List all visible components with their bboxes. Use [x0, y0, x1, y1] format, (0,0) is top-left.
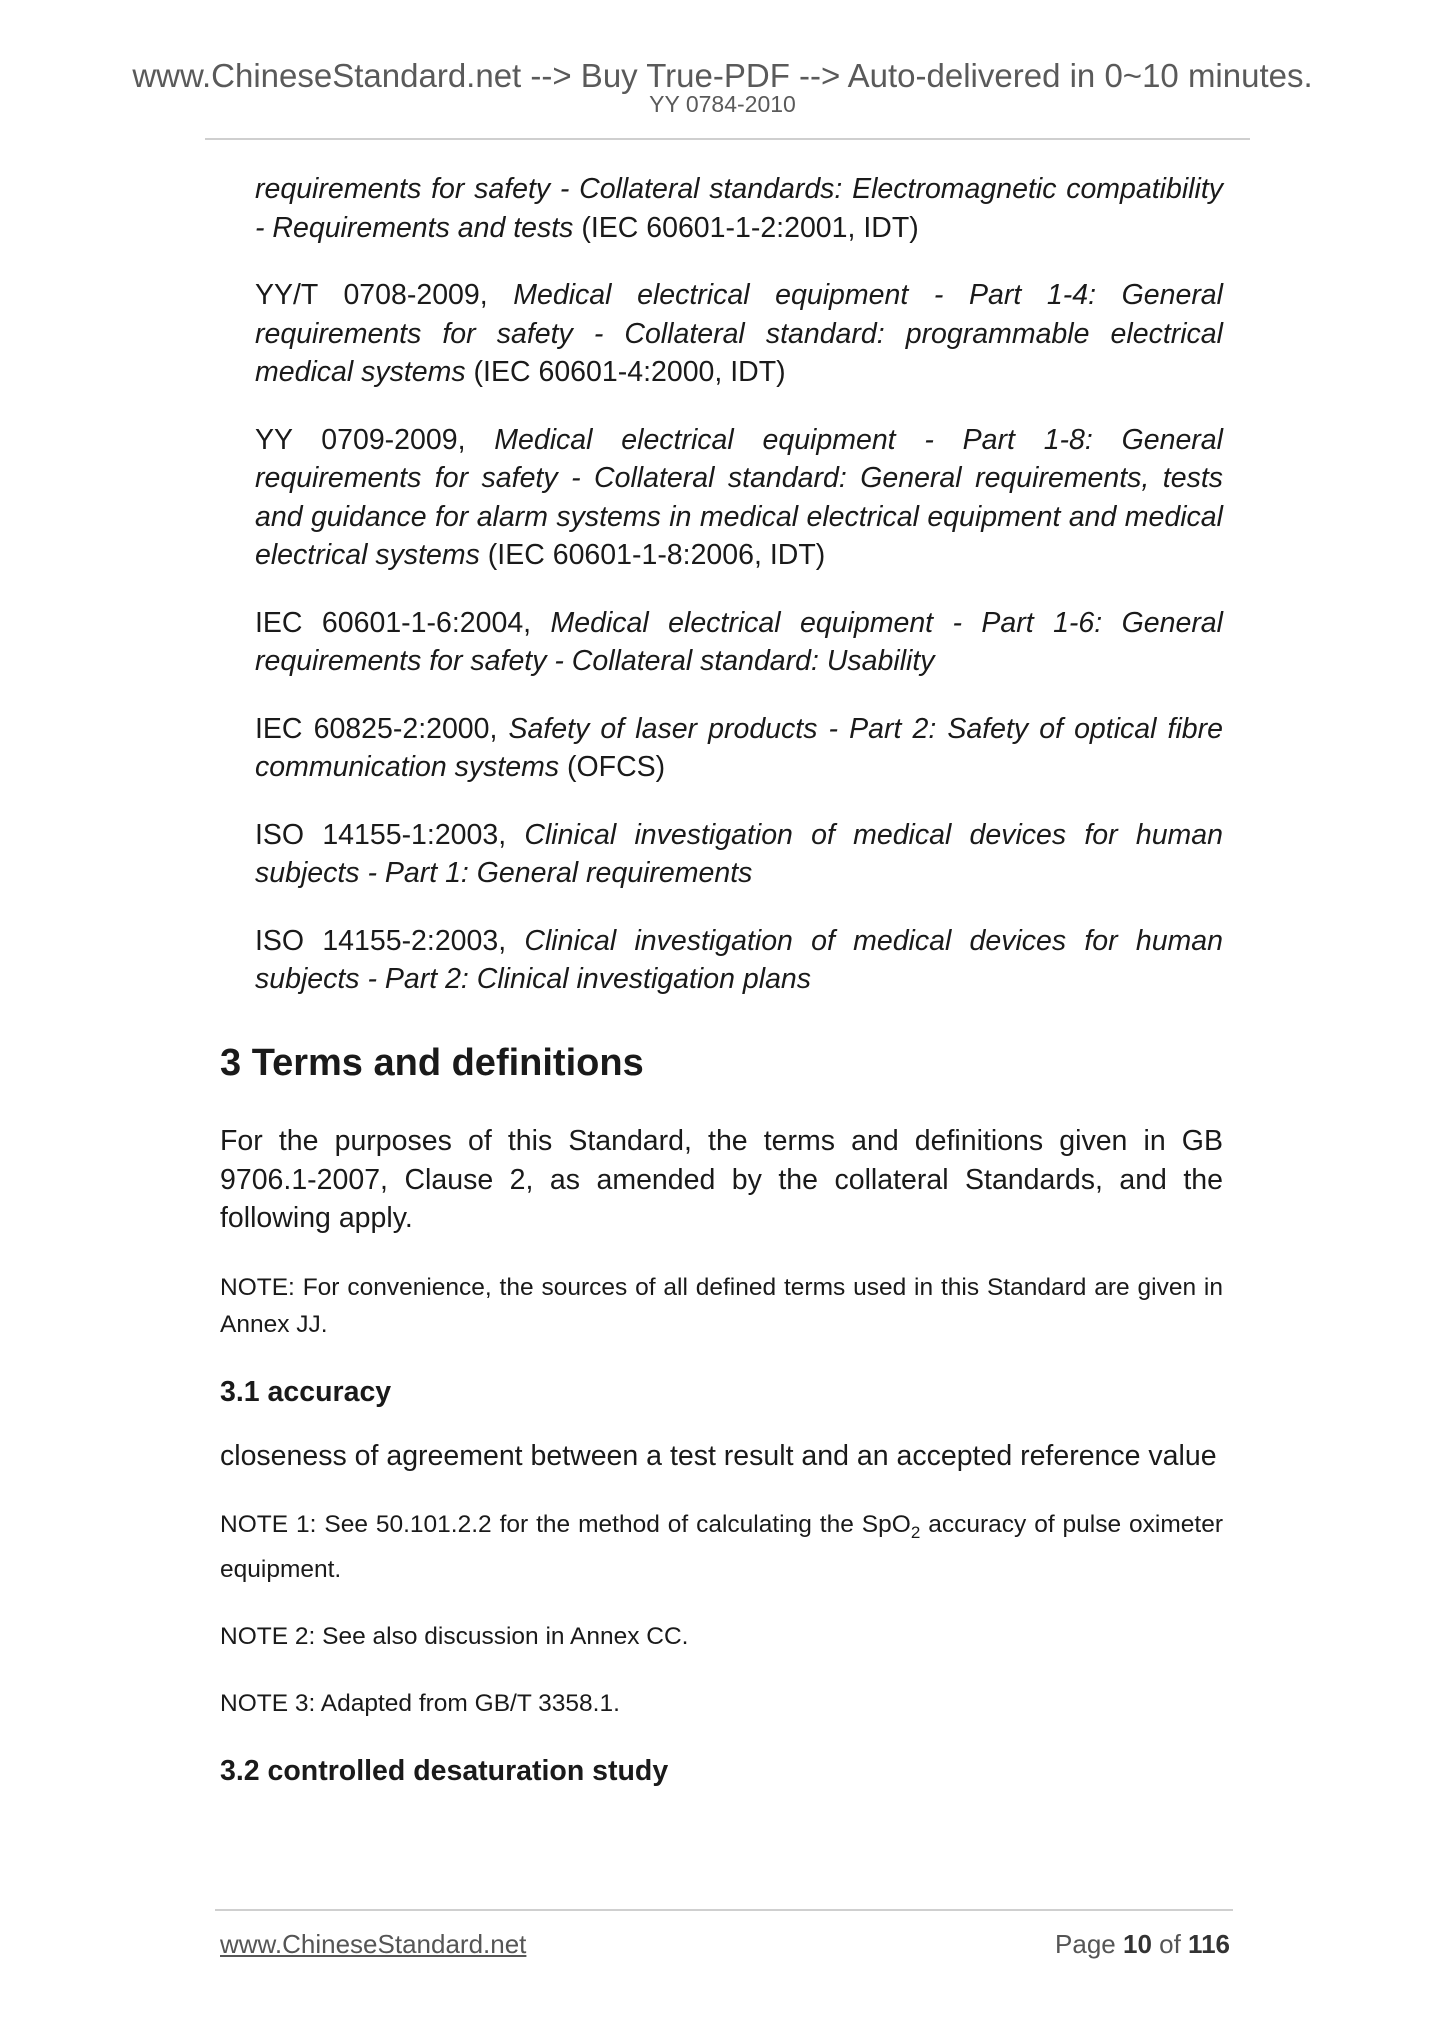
reference-item: YY/T 0708-2009, Medical electrical equipment - Part 1-4: General requirements for safety - Collateral standard: programmable electrical medical systems (IEC 60601-4:2000, IDT) — [255, 279, 1223, 388]
section-intro: For the purposes of this Standard, the terms and definitions given in GB 9706.1-2007, Clause 2, as amended by the collateral Standards, and the following apply. — [220, 1125, 1223, 1234]
reference-item: ISO 14155-1:2003, Clinical investigation of medical devices for human subjects - Part 1: General requirements — [255, 818, 1224, 889]
reference-item: requirements for safety - Collateral standards: Electromagnetic compatibility - Requirements and tests (IEC 60601-1-2:2001, IDT) — [255, 173, 1223, 244]
term-heading-accuracy: 3.1 accuracy — [220, 1375, 392, 1408]
reference-item: IEC 60825-2:2000, Safety of laser products - Part 2: Safety of optical fibre communication systems (OFCS) — [255, 712, 1223, 783]
section-heading: 3 Terms and definitions — [220, 1042, 644, 1084]
reference-item: ISO 14155-2:2003, Clinical investigation of medical devices for human subjects - Part 2: Clinical investigation plans — [255, 924, 1224, 995]
header-divider — [205, 138, 1250, 140]
reference-item: IEC 60601-1-6:2004, Medical electrical equipment - Part 1-6: General requirements for safety - Collateral standard: Usability — [255, 606, 1223, 677]
footer-divider — [215, 1909, 1233, 1911]
normative-references-list — [255, 170, 1223, 1028]
terms-section — [220, 1038, 1223, 1816]
term-definition-accuracy: closeness of agreement between a test result and an accepted reference value — [220, 1439, 1217, 1472]
standard-code: YY 0784-2010 — [649, 91, 796, 117]
header-banner[interactable]: www.ChineseStandard.net --> Buy True-PDF --> Auto-delivered in 0~10 minutes. — [132, 57, 1313, 94]
intro-note: NOTE: For convenience, the sources of all defined terms used in this Standard are given in Annex JJ. — [220, 1273, 1223, 1338]
term-heading-controlled-desaturation-study: 3.2 controlled desaturation study — [220, 1754, 669, 1787]
reference-item: YY 0709-2009, Medical electrical equipment - Part 1-8: General requirements for safety - Collateral standard: General requirements, tests and guidance for alarm systems in medical electrical equipment and medical electrical systems (IEC 60601-1-8:2006, IDT) — [255, 423, 1223, 571]
footer-site-link[interactable]: www.ChineseStandard.net — [220, 1929, 527, 1959]
accuracy-note-1: NOTE 1: See 50.101.2.2 for the method of calculating the SpO$_2$ accuracy of pulse oximeter equipment. — [220, 1511, 1223, 1583]
accuracy-note-2: NOTE 2: See also discussion in Annex CC. — [220, 1622, 689, 1650]
page-indicator: Page 10 of 116 — [1055, 1929, 1230, 1959]
accuracy-note-3: NOTE 3: Adapted from GB/T 3358.1. — [220, 1689, 620, 1717]
